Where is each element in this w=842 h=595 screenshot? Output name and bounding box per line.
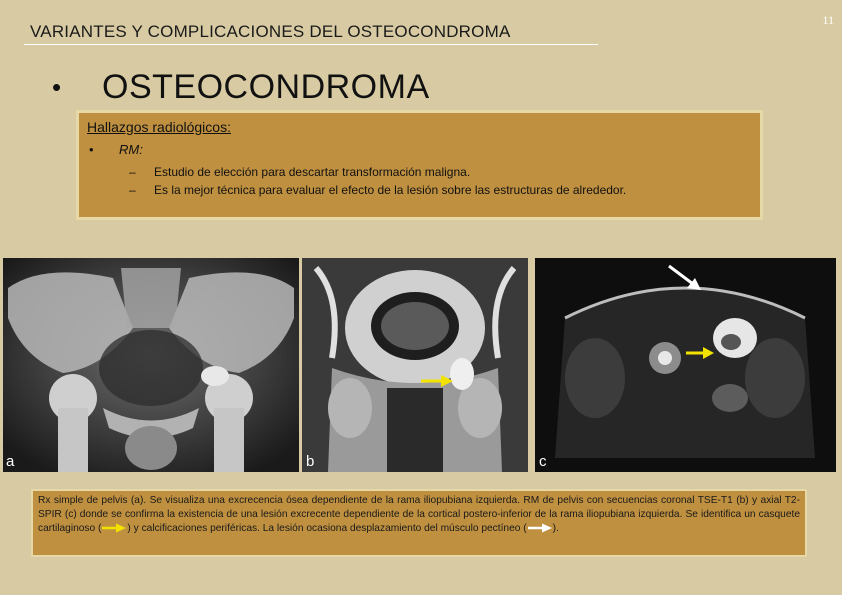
mri-coronal-illustration [302,258,528,472]
findings-subitem-text: Estudio de elección para descartar transformación maligna. [154,165,471,179]
white-arrow-icon [667,264,703,292]
findings-item-bullet: • [89,142,94,157]
caption-text: Rx simple de pelvis (a). Se visualiza una excrecencia ósea dependiente de la rama iliopubiana izquierda. RM de pelvis con secuencias coronal TSE-T1 (b) y axial T2-SPIR (c) donde se confirma la existencia de una lesión excrecente dependiente de la cortical postero-inferior de la rama iliopubiana izquierda. Se identifica un casquete cartilaginoso ( [38,495,800,534]
findings-heading: Hallazgos radiológicos: [87,119,231,135]
header-divider [24,44,598,45]
yellow-arrow-icon [101,523,127,533]
page-number: 11 [822,13,834,27]
header-title: VARIANTES Y COMPLICACIONES DEL OSTEOCONDROMA [30,22,511,41]
mri-coronal-image-b [302,258,528,472]
xray-image-a [3,258,299,472]
findings-box [76,110,763,220]
main-title: OSTEOCONDROMA [102,68,430,106]
findings-subitem-dash: – [129,165,136,179]
yellow-arrow-icon [420,374,454,388]
yellow-arrow-icon [685,346,715,360]
mri-axial-image-c [535,258,836,472]
findings-item-label: RM: [119,142,143,157]
findings-subitem-text: Es la mejor técnica para evaluar el efecto de la lesión sobre las estructuras de alrededor. [154,183,627,197]
white-arrow-icon [527,523,553,533]
caption-text: ) y calcificaciones periféricas. La lesión ocasiona desplazamiento del músculo pectíneo ( [127,523,527,534]
image-label-b: b [306,453,315,470]
caption-text: ). [552,523,559,534]
xray-pelvis-illustration [3,258,299,472]
figure-caption [31,489,807,557]
findings-subitem-dash: – [129,183,136,197]
image-label-c: c [539,453,547,470]
image-label-a: a [6,453,15,470]
main-bullet: • [52,72,62,102]
